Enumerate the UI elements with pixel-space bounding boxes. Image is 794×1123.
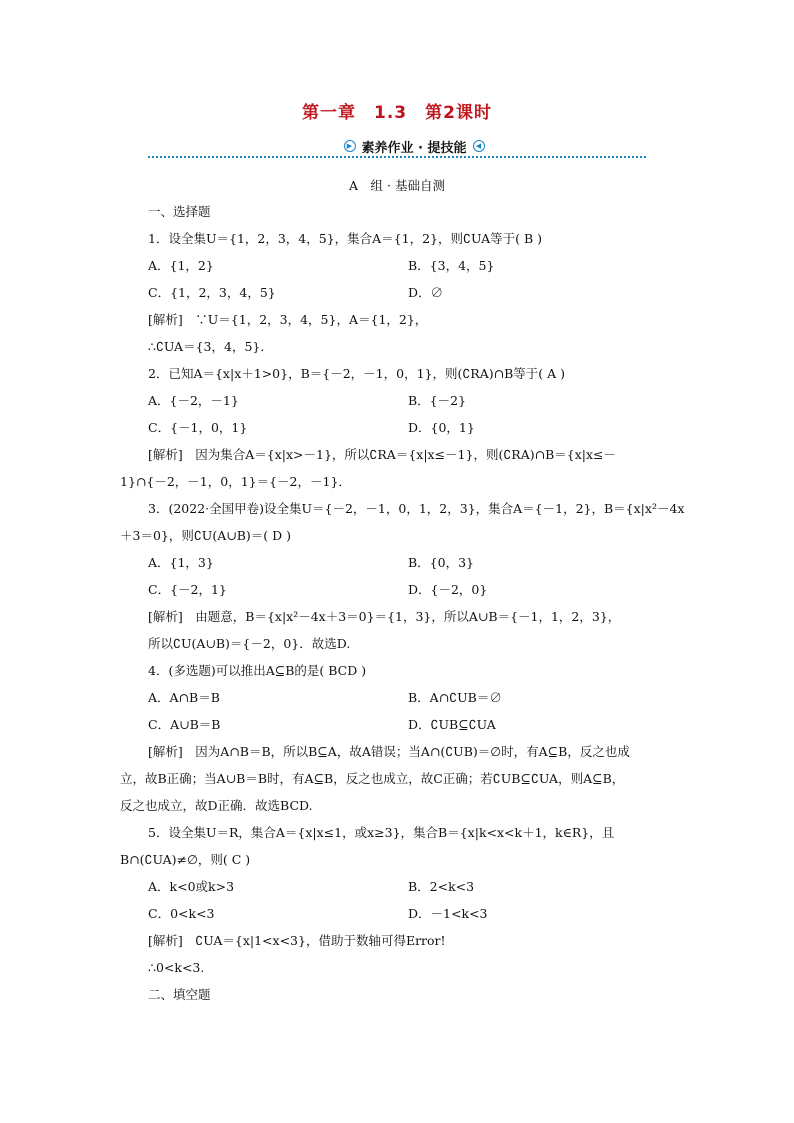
q1-option-b: B．{3，4，5}	[408, 258, 495, 273]
q5-option-b: B．2<k<3	[408, 879, 475, 894]
q1-option-d: D．∅	[408, 285, 444, 300]
question-3-stem: 3．(2022·全国甲卷)设全集U＝{－2，－1，0，1，2，3}，集合A＝{－1，2}，B＝{x|x²－4x	[148, 501, 685, 516]
q3-option-a: A．{1，3}	[148, 555, 214, 570]
q2-option-c: C．{－1，0，1}	[148, 420, 248, 435]
question-4-stem: 4．(多选题)可以推出A⊆B的是( BCD )	[148, 663, 367, 678]
question-5-stem: B∩(∁UA)≠∅，则( C )	[120, 852, 251, 867]
q1-explanation: [解析] ∵U＝{1，2，3，4，5}，A＝{1，2}，	[148, 312, 428, 327]
q2-option-d: D．{0，1}	[408, 420, 475, 435]
q4-option-b: B．A∩∁UB＝∅	[408, 690, 502, 705]
q1-option-c: C．{1，2，3，4，5}	[148, 285, 276, 300]
question-5-stem: 5．设全集U＝R，集合A＝{x|x≤1，或x≥3}，集合B＝{x|k<x<k＋1，k∈R}，且	[148, 825, 615, 840]
play-left-icon: ◀	[473, 140, 485, 152]
q4-explanation: 立，故B正确；当A∪B＝B时，有A⊆B，反之也成立，故C正确；若∁UB⊆∁UA，则A⊆B，	[120, 771, 625, 786]
question-1-stem: 1．设全集U＝{1，2，3，4，5}，集合A＝{1，2}，则∁UA等于( B )	[148, 231, 543, 246]
q5-option-c: C．0<k<3	[148, 906, 215, 921]
q4-option-a: A．A∩B＝B	[148, 690, 220, 705]
section-heading: 二、填空题	[148, 987, 211, 1002]
q3-option-d: D．{－2，0}	[408, 582, 488, 597]
q2-explanation: [解析] 因为集合A＝{x|x>－1}，所以∁RA＝{x|x≤－1}，则(∁RA)∩B＝{x|x≤－	[148, 447, 617, 462]
q1-option-a: A．{1，2}	[148, 258, 214, 273]
q3-explanation: 所以∁U(A∪B)＝{－2，0}．故选D.	[148, 636, 351, 651]
question-2-stem: 2．已知A＝{x|x＋1>0}，B＝{－2，－1，0，1}，则(∁RA)∩B等于( A )	[148, 366, 566, 381]
q5-option-a: A．k<0或k>3	[148, 879, 235, 894]
q5-explanation: [解析] ∁UA＝{x|1<x<3}，借助于数轴可得Error!	[148, 933, 446, 948]
play-right-icon: ▶	[344, 140, 356, 152]
section-banner	[148, 136, 646, 160]
q3-explanation: [解析] 由题意，B＝{x|x²－4x＋3＝0}＝{1，3}，所以A∪B＝{－1，1，2，3}，	[148, 609, 621, 624]
group-heading: A 组 · 基础自测	[349, 178, 445, 193]
q3-option-b: B．{0，3}	[408, 555, 474, 570]
q5-option-d: D．－1<k<3	[408, 906, 488, 921]
q1-explanation: ∴∁UA＝{3，4，5}．	[148, 339, 273, 354]
q3-option-c: C．{－2，1}	[148, 582, 227, 597]
q2-explanation: 1}∩{－2，－1，0，1}＝{－2，－1}．	[120, 474, 351, 489]
page-title: 第一章 1.3 第2课时	[302, 103, 492, 123]
q2-option-a: A．{－2，－1}	[148, 393, 239, 408]
dotted-divider	[148, 156, 646, 158]
q2-option-b: B．{－2}	[408, 393, 467, 408]
banner-pill	[334, 136, 494, 156]
q5-explanation: ∴0<k<3.	[148, 960, 205, 975]
q4-option-d: D．∁UB⊆∁UA	[408, 717, 496, 732]
section-heading: 一、选择题	[148, 204, 211, 219]
banner-label: 素养作业 · 提技能	[361, 140, 467, 156]
q4-explanation: 反之也成立，故D正确．故选BCD.	[120, 798, 313, 813]
question-3-stem: ＋3＝0}，则∁U(A∪B)＝( D )	[120, 528, 292, 543]
q4-explanation: [解析] 因为A∩B＝B，所以B⊆A，故A错误；当A∩(∁UB)＝∅时，有A⊆B，反之也成	[148, 744, 630, 759]
q4-option-c: C．A∪B＝B	[148, 717, 221, 732]
